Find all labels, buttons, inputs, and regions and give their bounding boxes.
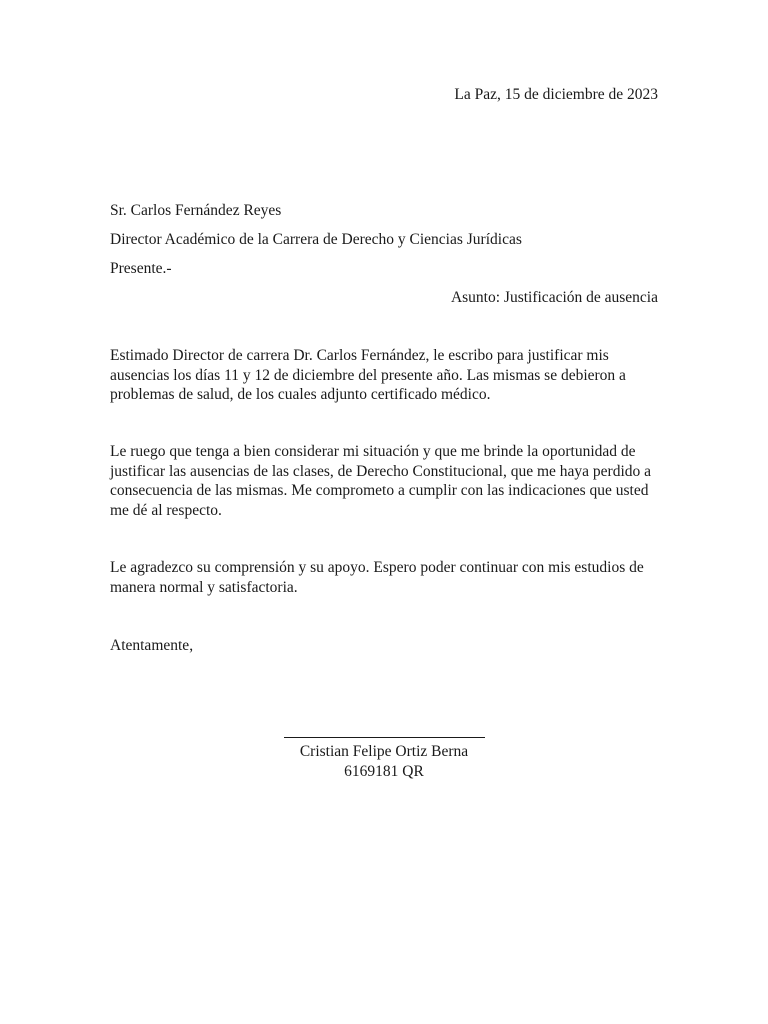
signature-id: 6169181 QR: [344, 763, 424, 780]
date-line: La Paz, 15 de diciembre de 2023: [454, 86, 658, 103]
presente-line: Presente.-: [110, 260, 172, 277]
recipient-name: Sr. Carlos Fernández Reyes: [110, 202, 282, 219]
signature-name: Cristian Felipe Ortiz Berna: [299, 743, 469, 760]
body-paragraph-3: [110, 558, 660, 597]
signature-line: [284, 737, 485, 738]
body-paragraph-2-line: justificar las ausencias de las clases, de Derecho Constitucional, que me haya perdido a: [110, 462, 652, 480]
body-paragraph-3-line: Le agradezco su comprensión y su apoyo. Espero poder continuar con mis estudios de: [110, 559, 644, 576]
recipient-title: Director Académico de la Carrera de Derecho y Ciencias Jurídicas: [110, 231, 522, 248]
body-paragraph-2-line: consecuencia de las mismas. Me comprometo a cumplir con las indicaciones que usted: [110, 482, 649, 500]
body-paragraph-1-line: Estimado Director de carrera Dr. Carlos Fernández, le escribo para justificar mis: [110, 347, 609, 364]
body-paragraph-2: [110, 442, 660, 521]
body-paragraph-3-line: manera normal y satisfactoria.: [110, 578, 298, 596]
body-paragraph-1-line: problemas de salud, de los cuales adjunto certificado médico.: [110, 386, 491, 404]
body-paragraph-1-line: ausencias los días 11 y 12 de diciembre del presente año. Las mismas se debieron a: [110, 366, 626, 384]
body-paragraph-2-line: Le ruego que tenga a bien considerar mi situación y que me brinde la oportunidad de: [110, 443, 636, 460]
body-paragraph-2-line: me dé al respecto.: [110, 502, 222, 520]
subject-line: Asunto: Justificación de ausencia: [450, 289, 658, 306]
closing-line: Atentamente,: [110, 637, 194, 654]
body-paragraph-1: [110, 346, 660, 405]
